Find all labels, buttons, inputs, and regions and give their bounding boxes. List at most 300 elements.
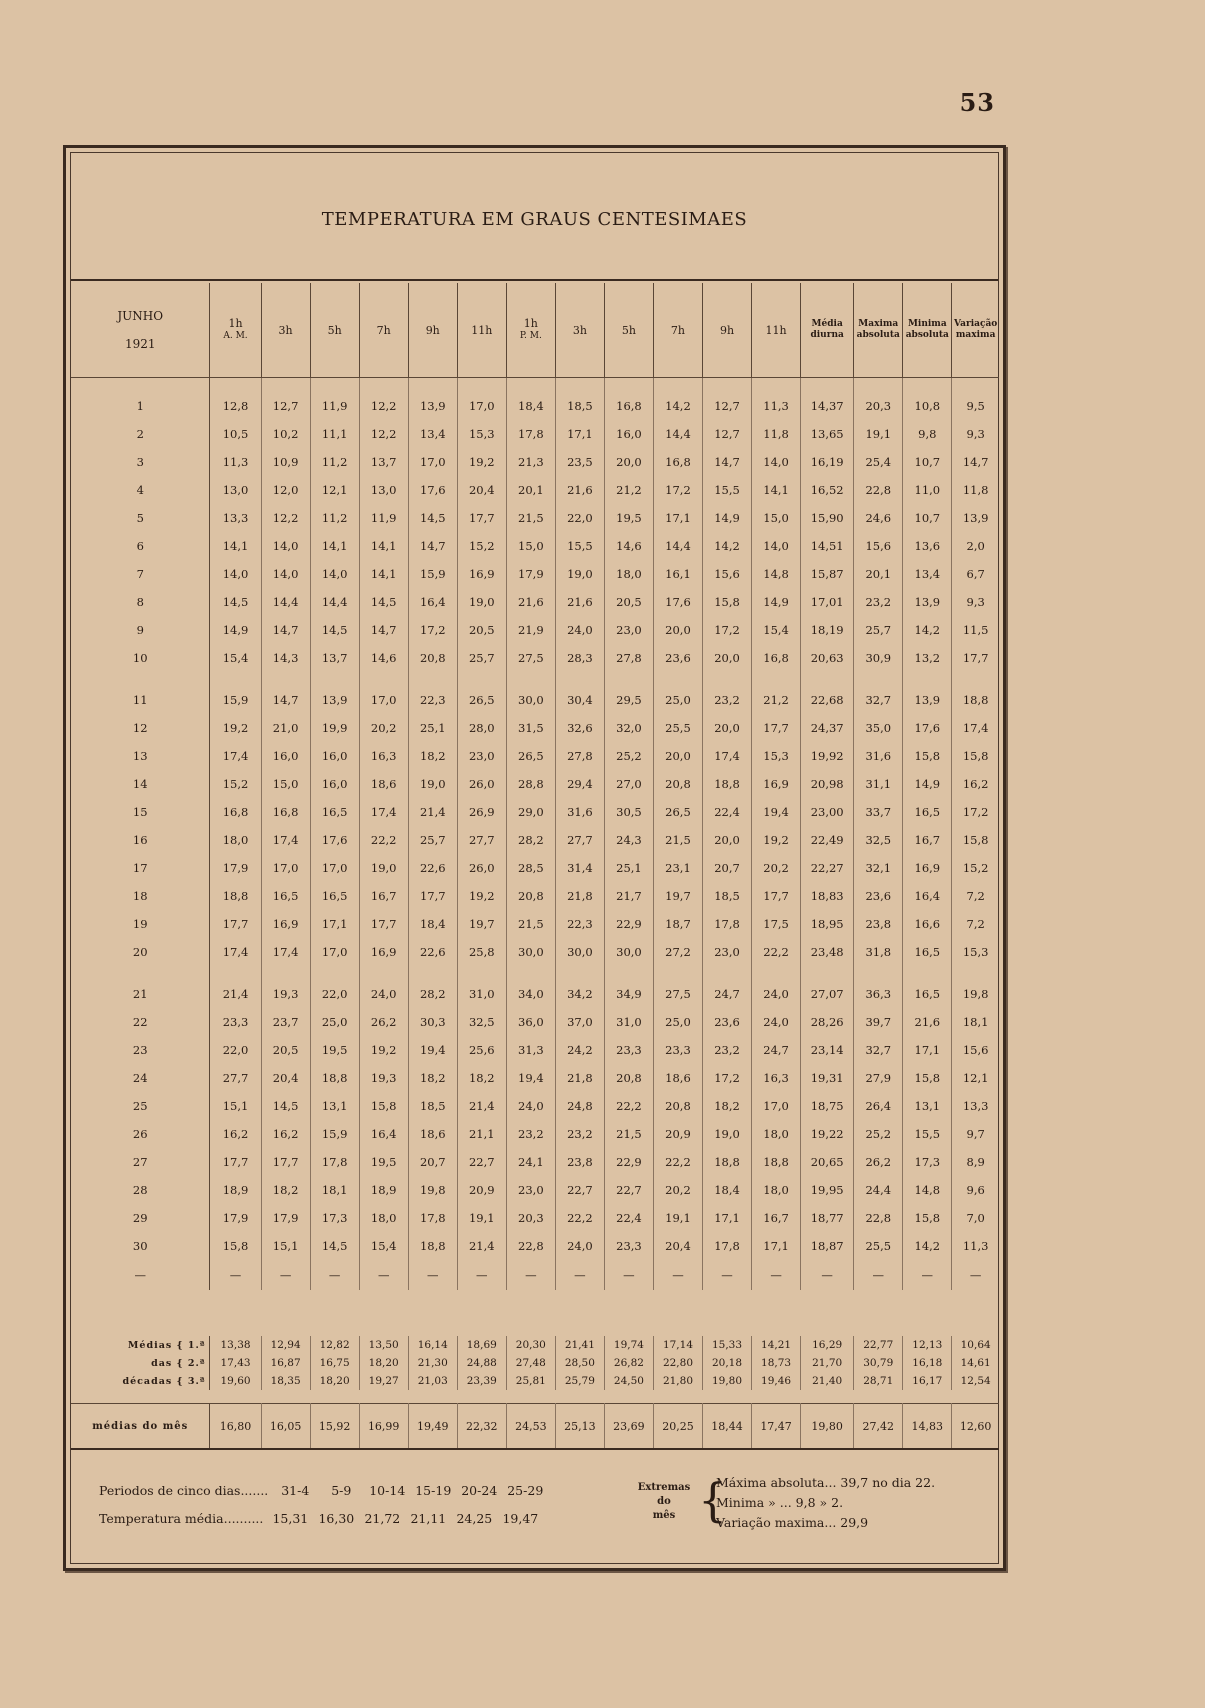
value-cell: 22,9 xyxy=(604,910,653,938)
value-cell: 21,6 xyxy=(555,588,604,616)
value-cell: 16,0 xyxy=(310,742,359,770)
value-cell: 19,9 xyxy=(310,714,359,742)
value-cell: 16,0 xyxy=(261,742,310,770)
decade-mean-row xyxy=(71,1354,999,1372)
value-cell: 14,7 xyxy=(962,455,989,469)
header-row xyxy=(71,283,999,378)
value-cell: 16,9 xyxy=(457,560,506,588)
decade-mean-row xyxy=(71,1336,999,1354)
value-cell: 8,9 xyxy=(966,1155,985,1169)
header-am: A. M. xyxy=(223,331,248,341)
value-cell: 22,7 xyxy=(457,1148,506,1176)
decade-mean-value: 24,50 xyxy=(604,1372,653,1390)
value-cell: 31,0 xyxy=(457,980,506,1008)
value-cell: 16,3 xyxy=(359,742,408,770)
value-cell: 18,5 xyxy=(555,392,604,420)
value-cell: 28,8 xyxy=(506,770,555,798)
value-cell: 23,1 xyxy=(653,854,702,882)
table-row xyxy=(71,714,999,742)
day-cell: 25 xyxy=(71,1092,210,1120)
value-cell: 20,4 xyxy=(653,1232,702,1260)
value-cell: 14,4 xyxy=(261,588,310,616)
value-cell: 19,22 xyxy=(801,1120,854,1148)
value-cell: 10,8 xyxy=(903,392,952,420)
value-cell: 23,2 xyxy=(703,1036,752,1064)
value-cell: 31,1 xyxy=(854,770,903,798)
value-cell: 12,1 xyxy=(310,476,359,504)
value-cell: 27,5 xyxy=(653,980,702,1008)
value-cell: 21,7 xyxy=(604,882,653,910)
extremas-variacao: Variação maxima... 29,9 xyxy=(716,1515,869,1530)
value-cell: 20,0 xyxy=(604,448,653,476)
value-cell: 20,7 xyxy=(703,854,752,882)
value-cell: 18,77 xyxy=(801,1204,854,1232)
value-cell: 19,5 xyxy=(310,1036,359,1064)
value-cell: 14,2 xyxy=(703,532,752,560)
value-cell: 21,1 xyxy=(457,1120,506,1148)
mean-temp-label: Temperatura média xyxy=(99,1511,224,1526)
value-cell: 19,2 xyxy=(752,826,801,854)
value-cell: 21,2 xyxy=(604,476,653,504)
dash-cell: — xyxy=(752,1260,801,1290)
value-cell: 21,6 xyxy=(903,1008,952,1036)
day-cell: 11 xyxy=(71,686,210,714)
value-cell: 15,8 xyxy=(903,742,952,770)
value-cell: 24,2 xyxy=(555,1036,604,1064)
value-cell: 19,3 xyxy=(359,1064,408,1092)
decade-mean-value: 14,21 xyxy=(752,1336,801,1354)
value-cell: 17,8 xyxy=(506,420,555,448)
decade-means-table xyxy=(71,1336,999,1390)
value-cell: 15,8 xyxy=(962,749,989,763)
value-cell: 17,8 xyxy=(408,1204,457,1232)
value-cell: 32,7 xyxy=(854,1036,903,1064)
value-cell: 23,3 xyxy=(210,1008,261,1036)
value-cell: 15,1 xyxy=(261,1232,310,1260)
dash-cell: — xyxy=(310,1260,359,1290)
value-cell: 19,2 xyxy=(457,448,506,476)
value-cell: 13,0 xyxy=(359,476,408,504)
value-cell: 12,2 xyxy=(359,420,408,448)
value-cell: 23,3 xyxy=(604,1232,653,1260)
value-cell: 24,0 xyxy=(555,1232,604,1260)
value-cell: 28,3 xyxy=(555,644,604,672)
dash-cell: — xyxy=(969,1268,982,1282)
value-cell: 15,6 xyxy=(854,532,903,560)
value-cell: 14,0 xyxy=(752,448,801,476)
value-cell: 14,8 xyxy=(752,560,801,588)
value-cell: 19,5 xyxy=(604,504,653,532)
value-cell: 17,9 xyxy=(506,560,555,588)
value-cell: 14,9 xyxy=(210,616,261,644)
value-cell: 18,5 xyxy=(703,882,752,910)
value-cell: 11,9 xyxy=(359,504,408,532)
decade-mean-value: 19,80 xyxy=(703,1372,752,1390)
value-cell: 20,4 xyxy=(457,476,506,504)
value-cell: 16,8 xyxy=(752,644,801,672)
value-cell: 21,5 xyxy=(506,504,555,532)
value-cell: 30,9 xyxy=(854,644,903,672)
value-cell: 18,2 xyxy=(457,1064,506,1092)
decade-mean-value: 18,35 xyxy=(261,1372,310,1390)
month-mean-value: 16,80 xyxy=(210,1404,261,1450)
value-cell: 30,0 xyxy=(506,938,555,966)
decade-mean-value: 17,14 xyxy=(653,1336,702,1354)
value-cell: 16,5 xyxy=(261,882,310,910)
header-month: JUNHO xyxy=(117,309,164,323)
value-cell: 26,0 xyxy=(457,854,506,882)
value-cell: 17,7 xyxy=(457,504,506,532)
day-cell: 16 xyxy=(71,826,210,854)
decade-mean-value: 28,50 xyxy=(555,1354,604,1372)
decade-mean-value: 19,46 xyxy=(752,1372,801,1390)
value-cell: 16,8 xyxy=(653,448,702,476)
decade-mean-value: 21,41 xyxy=(555,1336,604,1354)
value-cell: 36,3 xyxy=(854,980,903,1008)
value-cell: 17,0 xyxy=(310,854,359,882)
value-cell: 17,4 xyxy=(210,742,261,770)
value-cell: 19,3 xyxy=(261,980,310,1008)
table-row xyxy=(71,560,999,588)
value-cell: 13,0 xyxy=(210,476,261,504)
value-cell: 17,9 xyxy=(210,854,261,882)
value-cell: 10,9 xyxy=(261,448,310,476)
value-cell: 20,1 xyxy=(506,476,555,504)
decade-mean-value: 22,77 xyxy=(854,1336,903,1354)
value-cell: 17,1 xyxy=(752,1232,801,1260)
decade-mean-value: 13,50 xyxy=(359,1336,408,1354)
value-cell: 9,3 xyxy=(966,595,985,609)
value-cell: 22,8 xyxy=(506,1232,555,1260)
value-cell: 18,1 xyxy=(962,1015,989,1029)
decade-mean-value: 28,71 xyxy=(854,1372,903,1390)
dash-cell: — xyxy=(408,1260,457,1290)
value-cell: 23,3 xyxy=(604,1036,653,1064)
value-cell: 15,2 xyxy=(457,532,506,560)
value-cell: 19,0 xyxy=(703,1120,752,1148)
value-cell: 7,2 xyxy=(966,889,985,903)
value-cell: 17,7 xyxy=(210,910,261,938)
value-cell: 25,0 xyxy=(653,686,702,714)
dash-cell: — xyxy=(506,1260,555,1290)
value-cell: 14,8 xyxy=(903,1176,952,1204)
value-cell: 13,9 xyxy=(903,588,952,616)
mean-temp-value: 21,11 xyxy=(410,1511,447,1526)
month-mean-value: 16,05 xyxy=(261,1404,310,1450)
value-cell: 9,6 xyxy=(966,1183,985,1197)
value-cell: 17,2 xyxy=(703,616,752,644)
value-cell: 22,2 xyxy=(752,938,801,966)
period-value: 10-14 xyxy=(369,1483,406,1498)
day-cell: 14 xyxy=(71,770,210,798)
value-cell: 14,7 xyxy=(703,448,752,476)
value-cell: 25,1 xyxy=(408,714,457,742)
decade-mean-value: 16,17 xyxy=(903,1372,952,1390)
table-row xyxy=(71,504,999,532)
decade-mean-value: 16,29 xyxy=(801,1336,854,1354)
value-cell: 16,5 xyxy=(310,798,359,826)
value-cell: 30,0 xyxy=(604,938,653,966)
value-cell: 25,0 xyxy=(310,1008,359,1036)
value-cell: 32,7 xyxy=(854,686,903,714)
month-mean-value: 24,53 xyxy=(506,1404,555,1450)
value-cell: 17,1 xyxy=(555,420,604,448)
period-value: 31-4 xyxy=(281,1483,310,1498)
periods-row: Periodos de cinco dias....... 31-4 5-9 10-14 15-19 20-24 25-29 xyxy=(99,1483,548,1498)
value-cell: 21,4 xyxy=(457,1232,506,1260)
value-cell: 31,6 xyxy=(854,742,903,770)
value-cell: 32,6 xyxy=(555,714,604,742)
value-cell: 14,5 xyxy=(359,588,408,616)
table-row xyxy=(71,1036,999,1064)
value-cell: 20,3 xyxy=(854,392,903,420)
header-pm: P. M. xyxy=(519,331,542,341)
value-cell: 17,2 xyxy=(653,476,702,504)
value-cell: 21,6 xyxy=(506,588,555,616)
value-cell: 17,4 xyxy=(210,938,261,966)
decade-mean-value: 16,14 xyxy=(408,1336,457,1354)
value-cell: 32,5 xyxy=(457,1008,506,1036)
value-cell: 16,3 xyxy=(752,1064,801,1092)
value-cell: 20,65 xyxy=(801,1148,854,1176)
value-cell: 24,0 xyxy=(752,980,801,1008)
value-cell: 20,63 xyxy=(801,644,854,672)
value-cell: 30,5 xyxy=(604,798,653,826)
value-cell: 14,7 xyxy=(408,532,457,560)
value-cell: 17,7 xyxy=(752,714,801,742)
value-cell: 34,2 xyxy=(555,980,604,1008)
value-cell: 19,0 xyxy=(457,588,506,616)
value-cell: 20,2 xyxy=(752,854,801,882)
title-area xyxy=(71,153,998,281)
value-cell: 24,0 xyxy=(506,1092,555,1120)
value-cell: 22,0 xyxy=(555,504,604,532)
value-cell: 15,8 xyxy=(210,1232,261,1260)
value-cell: 13,3 xyxy=(962,1099,989,1113)
day-cell: 24 xyxy=(71,1064,210,1092)
value-cell: 28,26 xyxy=(801,1008,854,1036)
value-cell: 19,1 xyxy=(854,420,903,448)
header-hour: 11h xyxy=(457,283,506,378)
value-cell: 18,8 xyxy=(408,1232,457,1260)
value-cell: 19,8 xyxy=(962,987,989,1001)
value-cell: 17,4 xyxy=(359,798,408,826)
decade-mean-row xyxy=(71,1372,999,1390)
value-cell: 22,3 xyxy=(555,910,604,938)
value-cell: 20,5 xyxy=(261,1036,310,1064)
table-row xyxy=(71,882,999,910)
value-cell: 20,7 xyxy=(408,1148,457,1176)
value-cell: 32,5 xyxy=(854,826,903,854)
value-cell: 10,2 xyxy=(261,420,310,448)
table-row xyxy=(71,616,999,644)
day-cell: 7 xyxy=(71,560,210,588)
value-cell: 21,4 xyxy=(408,798,457,826)
decade-mean-value: 12,54 xyxy=(960,1375,991,1387)
value-cell: 32,0 xyxy=(604,714,653,742)
decade-mean-value: 18,20 xyxy=(310,1372,359,1390)
table-row xyxy=(71,1008,999,1036)
value-cell: 14,0 xyxy=(210,560,261,588)
value-cell: 15,8 xyxy=(359,1092,408,1120)
value-cell: 20,0 xyxy=(653,616,702,644)
dash-cell: — xyxy=(261,1260,310,1290)
decade-mean-value: 26,82 xyxy=(604,1354,653,1372)
value-cell: 30,3 xyxy=(408,1008,457,1036)
value-cell: 34,0 xyxy=(506,980,555,1008)
table-row xyxy=(71,910,999,938)
value-cell: 13,2 xyxy=(903,644,952,672)
value-cell: 20,5 xyxy=(604,588,653,616)
value-cell: 16,5 xyxy=(903,980,952,1008)
decade-mean-value: 16,18 xyxy=(903,1354,952,1372)
header-year: 1921 xyxy=(124,337,156,351)
table-row xyxy=(71,1176,999,1204)
value-cell: 18,8 xyxy=(962,693,989,707)
table-row xyxy=(71,644,999,672)
value-cell: 29,5 xyxy=(604,686,653,714)
value-cell: 15,4 xyxy=(210,644,261,672)
value-cell: 31,6 xyxy=(555,798,604,826)
value-cell: 23,2 xyxy=(506,1120,555,1148)
value-cell: 19,4 xyxy=(408,1036,457,1064)
value-cell: 13,65 xyxy=(801,420,854,448)
value-cell: 20,4 xyxy=(261,1064,310,1092)
value-cell: 16,9 xyxy=(261,910,310,938)
table-row xyxy=(71,742,999,770)
header-hour: 11h xyxy=(752,283,801,378)
value-cell: 15,0 xyxy=(506,532,555,560)
value-cell: 14,6 xyxy=(359,644,408,672)
value-cell: 25,5 xyxy=(854,1232,903,1260)
value-cell: 19,4 xyxy=(752,798,801,826)
value-cell: 11,9 xyxy=(310,392,359,420)
value-cell: 20,2 xyxy=(359,714,408,742)
decade-mean-value: 10,64 xyxy=(960,1339,991,1351)
value-cell: 17,2 xyxy=(962,805,989,819)
value-cell: 32,1 xyxy=(854,854,903,882)
value-cell: 31,4 xyxy=(555,854,604,882)
value-cell: 15,6 xyxy=(703,560,752,588)
value-cell: 24,0 xyxy=(555,616,604,644)
value-cell: 26,4 xyxy=(854,1092,903,1120)
value-cell: 19,0 xyxy=(555,560,604,588)
value-cell: 22,68 xyxy=(801,686,854,714)
decade-mean-label: das { 2.ª xyxy=(71,1354,210,1372)
value-cell: 27,0 xyxy=(604,770,653,798)
value-cell: 13,4 xyxy=(408,420,457,448)
value-cell: 17,8 xyxy=(703,1232,752,1260)
value-cell: 9,3 xyxy=(966,427,985,441)
value-cell: 25,5 xyxy=(653,714,702,742)
decade-mean-value: 21,30 xyxy=(408,1354,457,1372)
table-row xyxy=(71,980,999,1008)
value-cell: 18,19 xyxy=(801,616,854,644)
value-cell: 12,7 xyxy=(703,420,752,448)
value-cell: 22,4 xyxy=(703,798,752,826)
value-cell: 18,9 xyxy=(210,1176,261,1204)
value-cell: 25,7 xyxy=(408,826,457,854)
decade-mean-value: 17,43 xyxy=(210,1354,261,1372)
value-cell: 14,7 xyxy=(261,686,310,714)
value-cell: 16,8 xyxy=(604,392,653,420)
header-hour: 3h xyxy=(261,283,310,378)
decade-mean-value: 14,61 xyxy=(960,1357,991,1369)
value-cell: 17,0 xyxy=(310,938,359,966)
day-cell: 12 xyxy=(71,714,210,742)
value-cell: 14,5 xyxy=(408,504,457,532)
value-cell: 14,4 xyxy=(653,532,702,560)
value-cell: 16,4 xyxy=(408,588,457,616)
value-cell: 14,9 xyxy=(703,504,752,532)
header-hour: 5h xyxy=(604,283,653,378)
value-cell: 17,1 xyxy=(703,1204,752,1232)
period-value: 25-29 xyxy=(507,1483,544,1498)
month-mean-value: 23,69 xyxy=(604,1404,653,1450)
value-cell: 26,2 xyxy=(854,1148,903,1176)
value-cell: 19,4 xyxy=(506,1064,555,1092)
value-cell: 18,6 xyxy=(653,1064,702,1092)
value-cell: 17,8 xyxy=(703,910,752,938)
day-cell: 13 xyxy=(71,742,210,770)
value-cell: 14,2 xyxy=(903,616,952,644)
decade-mean-value: 30,79 xyxy=(854,1354,903,1372)
value-cell: 18,83 xyxy=(801,882,854,910)
value-cell: 22,0 xyxy=(210,1036,261,1064)
month-mean-value: 18,44 xyxy=(703,1404,752,1450)
value-cell: 15,3 xyxy=(962,945,989,959)
value-cell: 24,3 xyxy=(604,826,653,854)
value-cell: 12,0 xyxy=(261,476,310,504)
decade-mean-value: 19,74 xyxy=(604,1336,653,1354)
value-cell: 19,0 xyxy=(359,854,408,882)
value-cell: 14,4 xyxy=(310,588,359,616)
value-cell: 19,2 xyxy=(210,714,261,742)
value-cell: 23,14 xyxy=(801,1036,854,1064)
value-cell: 23,2 xyxy=(854,588,903,616)
month-mean-value: 15,92 xyxy=(310,1404,359,1450)
value-cell: 15,5 xyxy=(555,532,604,560)
value-cell: 18,2 xyxy=(408,742,457,770)
value-cell: 26,0 xyxy=(457,770,506,798)
value-cell: 18,75 xyxy=(801,1092,854,1120)
table-frame xyxy=(63,145,1006,1571)
value-cell: 31,3 xyxy=(506,1036,555,1064)
value-cell: 23,6 xyxy=(854,882,903,910)
value-cell: 20,8 xyxy=(653,1092,702,1120)
header-hour: 1h A. M. xyxy=(210,283,261,378)
value-cell: 24,1 xyxy=(506,1148,555,1176)
value-cell: 13,9 xyxy=(962,511,989,525)
value-cell: 16,1 xyxy=(653,560,702,588)
day-cell: 5 xyxy=(71,504,210,532)
mean-temp-value: 15,31 xyxy=(272,1511,309,1526)
value-cell: 18,2 xyxy=(408,1064,457,1092)
header-hour: 9h xyxy=(703,283,752,378)
value-cell: 19,92 xyxy=(801,742,854,770)
value-cell: 23,00 xyxy=(801,798,854,826)
day-cell: 29 xyxy=(71,1204,210,1232)
month-mean-value: 25,13 xyxy=(555,1404,604,1450)
value-cell: 23,48 xyxy=(801,938,854,966)
value-cell: 18,1 xyxy=(310,1176,359,1204)
value-cell: 23,6 xyxy=(653,644,702,672)
value-cell: 18,4 xyxy=(506,392,555,420)
table-row xyxy=(71,938,999,966)
value-cell: 18,0 xyxy=(752,1176,801,1204)
value-cell: 24,0 xyxy=(359,980,408,1008)
value-cell: 17,4 xyxy=(261,938,310,966)
